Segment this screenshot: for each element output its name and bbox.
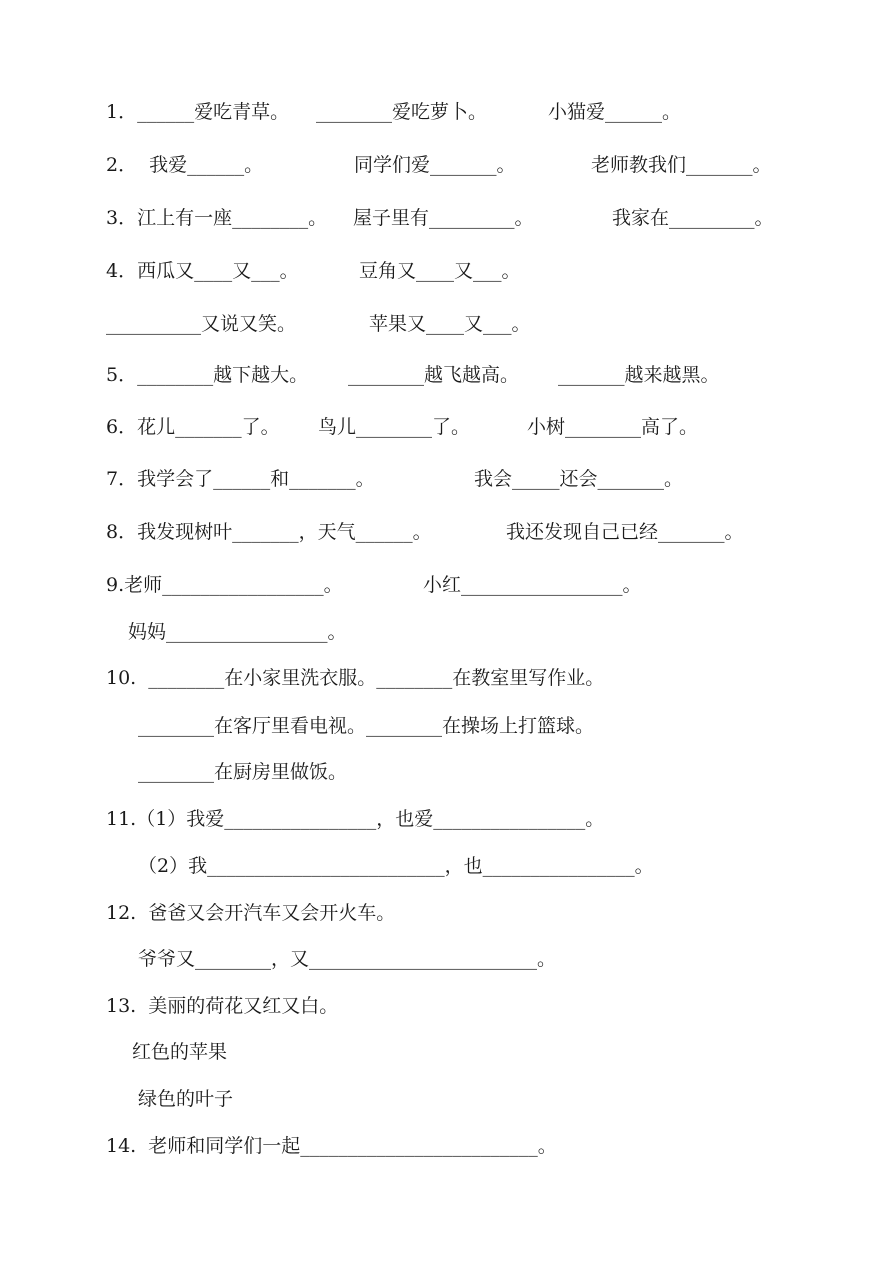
exercise-6-part-3: 小树________高了。 [527,416,699,438]
exercise-5-part-1: 5．________越下越大。 [106,364,309,386]
exercise-1-part-1: 1．______爱吃青草。 [106,101,290,123]
exercise-2 [0,150,892,180]
exercise-5 [0,360,892,390]
exercise-7 [0,464,892,494]
exercise-8-part-2: 我还发现自己已经_______。 [506,521,744,543]
exercise-10 [0,663,892,693]
exercise-5-part-2: ________越飞越高。 [348,364,520,386]
exercise-11-row-1: 11.（1）我爱________________，也爱________________。 [106,808,605,830]
exercise-10-row-2 [0,711,892,741]
exercise-13-item-1-text: 红色的苹果 [132,1041,228,1063]
exercise-9-continued [0,617,892,647]
exercise-3 [0,203,892,233]
exercise-12-example: 12. 爸爸又会开汽车又会开火车。 [106,902,396,924]
exercise-6-part-2: 鸟儿________了。 [318,416,471,438]
exercise-6 [0,412,892,442]
exercise-2-part-1: 2． 我爱______。 [106,154,264,176]
exercise-1-part-2: ________爱吃萝卜。 [316,101,488,123]
exercise-4-part-2: 豆角又____又___。 [359,260,521,282]
exercise-11 [0,804,892,834]
exercise-1-part-3: 小猫爱______。 [548,101,682,123]
exercise-8-part-1: 8．我发现树叶_______，天气______。 [106,521,432,543]
exercise-10-row-1: 10. ________在小家里洗衣服。________在教室里写作业。 [106,667,605,689]
exercise-9-part-2: 小红_________________。 [423,574,642,596]
exercise-11-row-2-text: （2）我_________________________，也________________。 [138,855,654,877]
exercise-4 [0,256,892,286]
exercise-10-row-3-text: ________在厨房里做饭。 [138,761,348,783]
exercise-14-text: 14. 老师和同学们一起_________________________。 [106,1135,557,1157]
exercise-13 [0,991,892,1021]
exercise-2-part-3: 老师教我们_______。 [591,154,772,176]
exercise-4-continued [0,309,892,339]
exercise-3-part-3: 我家在_________。 [612,207,774,229]
exercise-3-part-2: 屋子里有_________。 [353,207,534,229]
exercise-13-item-1 [0,1037,892,1067]
exercise-12-answer-text: 爷爷又________，又________________________。 [138,948,557,970]
exercise-10-row-3 [0,757,892,787]
exercise-7-part-2: 我会_____还会_______。 [474,468,684,490]
exercise-14 [0,1131,892,1161]
exercise-13-item-2 [0,1084,892,1114]
exercise-3-part-1: 3．江上有一座________。 [106,207,328,229]
exercise-10-row-2-text: ________在客厅里看电视。________在操场上打篮球。 [138,715,595,737]
exercise-9 [0,570,892,600]
exercise-1 [0,97,892,127]
exercise-4-part-3: __________又说又笑。 [106,313,297,335]
exercise-6-part-1: 6．花儿_______了。 [106,416,280,438]
exercise-13-item-2-text: 绿色的叶子 [138,1088,234,1110]
exercise-12 [0,898,892,928]
exercise-4-part-1: 4．西瓜又____又___。 [106,260,299,282]
exercise-9-part-3: 妈妈_________________。 [128,621,347,643]
exercise-9-part-1: 9.老师_________________。 [106,574,343,596]
exercise-8 [0,517,892,547]
exercise-13-example: 13. 美丽的荷花又红又白。 [106,995,339,1017]
exercise-11-row-2 [0,851,892,881]
exercise-12-answer [0,944,892,974]
exercise-5-part-3: _______越来越黑。 [558,364,720,386]
exercise-4-part-4: 苹果又____又___。 [369,313,531,335]
exercise-2-part-2: 同学们爱_______。 [354,154,516,176]
exercise-7-part-1: 7．我学会了______和_______。 [106,468,375,490]
